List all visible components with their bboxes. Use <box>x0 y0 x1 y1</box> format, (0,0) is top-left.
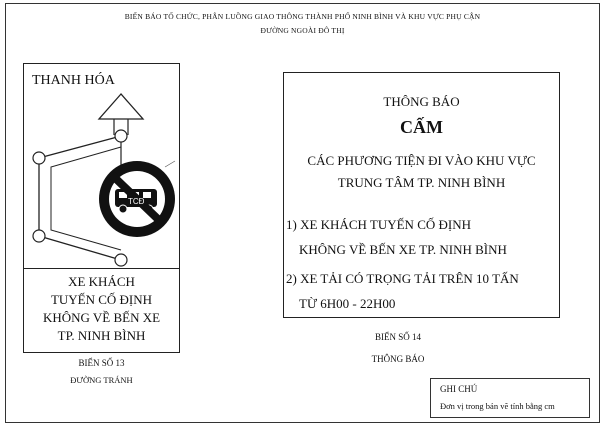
sign-14-item-2 <box>286 266 519 316</box>
leader-line <box>165 161 175 167</box>
sign-13-line: TP. NINH BÌNH <box>57 328 146 343</box>
arrow-up-icon <box>99 94 143 119</box>
bus-label: TCĐ <box>128 197 145 206</box>
junction-node <box>33 230 45 242</box>
sign-13-line: TUYẾN CỐ ĐỊNH <box>50 292 153 307</box>
sign-14-heading: CẤM <box>400 117 443 137</box>
junction-node <box>115 254 127 266</box>
sign-13-destination: THANH HÓA <box>32 73 115 88</box>
sign-14-item-1 <box>286 212 507 262</box>
item-2-line: TỪ 6H00 - 22H00 <box>299 296 396 311</box>
header-title: BIỂN BÁO TỔ CHỨC, PHÂN LUỒNG GIAO THÔNG THÀNH PHỐ NINH BÌNH VÀ KHU VỰC PHỤ CẬN <box>124 12 481 21</box>
detour-diagram <box>23 63 203 268</box>
junction-node <box>115 130 127 142</box>
header-subtitle: ĐƯỜNG NGOÀI ĐÔ THỊ <box>260 26 345 35</box>
item-1-line: 1) XE KHÁCH TUYẾN CỐ ĐỊNH <box>286 217 471 232</box>
sign-14-subject-line: TRUNG TÂM TP. NINH BÌNH <box>337 175 506 190</box>
sign-14-number: BIỂN SỐ 14 <box>374 332 421 342</box>
sign-14-subject <box>283 150 560 194</box>
item-1-line: KHÔNG VỀ BẾN XE TP. NINH BÌNH <box>299 242 507 257</box>
sign-14-title: THÔNG BÁO <box>383 94 460 109</box>
junction-node <box>33 152 45 164</box>
sign-13-line: XE KHÁCH <box>68 274 135 289</box>
item-2-line: 2) XE TẢI CÓ TRỌNG TẢI TRÊN 10 TẤN <box>286 271 519 286</box>
sign-13-number: BIỂN SỐ 13 <box>78 358 125 368</box>
note-text: Đơn vị trong bản vẽ tính bằng cm <box>440 401 555 411</box>
sign-13-line: KHÔNG VỀ BẾN XE <box>42 310 161 325</box>
sign-13-divider <box>23 268 180 269</box>
sign-14-name: THÔNG BÁO <box>371 354 425 364</box>
sign-14-subject-line: CÁC PHƯƠNG TIỆN ĐI VÀO KHU VỰC <box>307 153 536 168</box>
sign-13-text <box>23 273 180 345</box>
note-title: GHI CHÚ <box>440 384 478 394</box>
sign-13-name: ĐƯỜNG TRÁNH <box>70 375 133 385</box>
